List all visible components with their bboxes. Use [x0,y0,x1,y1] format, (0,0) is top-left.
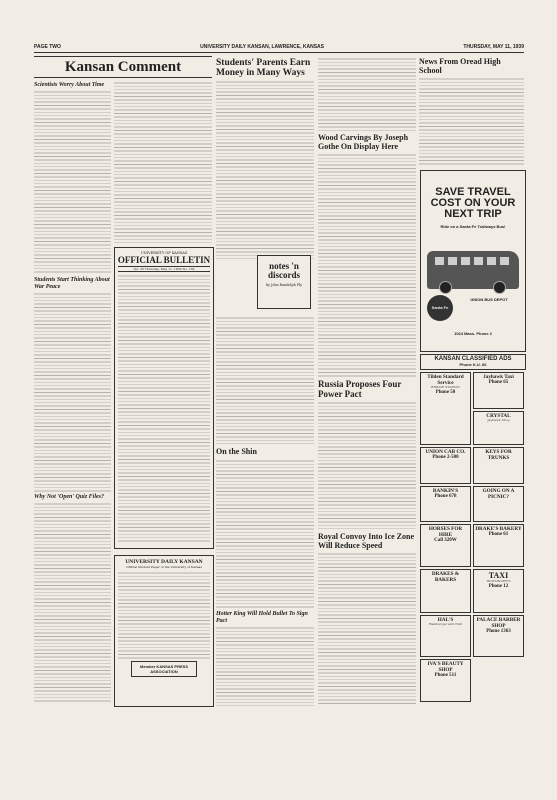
travel-ad-depot: UNION BUS DEPOT [470,297,508,302]
travel-ad-phone: 1024 Mass. Phone 2 [454,331,492,336]
russia-body [318,401,416,531]
royal-convoy-body [318,552,416,706]
ad-taxi: TAXI HUNSINGER'S Phone 12 [473,569,524,612]
hotter-headline: Hotter King Will Hold Bullet To Sign Pact [216,610,308,624]
ad-drakes-bakers: DRAKES & BAKERS [420,569,471,612]
directory-sub: Official Student Paper of the University of Kansas [126,565,202,569]
notes-byline: by John Randolph Fly [266,283,302,287]
shine-headline: On the Shin [216,447,257,456]
column-4 [318,56,416,706]
parents-body [216,80,314,260]
folio-right: THURSDAY, MAY 11, 1939 [463,44,524,50]
ad-union-cab: UNION CAB CO. Phone 2-500 [420,447,471,484]
ad-ivas: IVA'S BEAUTY SHOP Phone 511 [420,659,471,702]
bulletin-date: Vol. 35 Thursday, May 11, 1939 No. 138 [118,266,210,272]
column-3 [216,56,314,706]
folio-center: UNIVERSITY DAILY KANSAN, LAWRENCE, KANSAS [200,44,324,50]
russia-headline: Russia Proposes Four Power Pact [318,379,402,399]
ad-tilden: Tilden Standard Service BRIDGE STATION Phone 50 [420,372,471,445]
directory-body [118,571,210,659]
ad-crystal: CRYSTAL Jayhawk Shop [473,411,524,445]
editorial-body-3 [34,502,111,702]
folio-left: PAGE TWO [34,44,61,50]
royal-convoy-headline: Royal Convoy Into Ice Zone Will Reduce Speed [318,532,415,550]
travel-ad [420,170,526,352]
wood-carvings-headline: Wood Carvings By Joseph Gothe On Display Here [318,133,409,151]
classified-title: KANSAN CLASSIFIED ADS [434,356,512,362]
official-bulletin [114,247,214,549]
bulletin-body [118,274,210,544]
santa-fe-logo-icon: Santa Fe [427,295,453,321]
ad-jayhawk-taxi: Jayhawk Taxi Phone 65 [473,372,524,409]
editorial-headline-1: Scientists Worry About Time [34,82,105,88]
ad-drakes-bakery: DRAKE'S BAKERY Phone 61 [473,524,524,567]
classified-phone: Phone K.U. 66 [459,362,487,367]
editorial-headline-3: Why Not 'Open' Quiz Files? [34,494,105,500]
column-editorials [34,80,111,705]
classified-ads-grid [420,372,524,702]
column-5-top [419,56,524,166]
notes-title-2: discords [267,270,300,280]
editorial-body-1 [34,90,111,275]
ad-going-picnic: GOING ON A PICNIC? [473,486,524,523]
press-badge: Member KANSAS PRESS ASSOCIATION [131,661,197,677]
ad-hals: HAL'S Hamburger and Chili [420,615,471,658]
hotter-body [216,626,314,707]
classified-header [420,354,526,370]
article-body [114,81,212,245]
travel-ad-slogan: SAVE TRAVEL COST ON YOUR NEXT TRIP [430,186,516,220]
editorial-headline-2: Students Start Thinking About War Peace [34,277,110,290]
ad-keys: KEYS FOR TRUNKS [473,447,524,484]
wood-carvings-body [318,153,416,378]
oread-body [419,77,524,166]
bulletin-masthead: UNIVERSITY OF KANSAS [140,251,188,255]
ad-rankins: RANKIN'S Phone 678 [420,486,471,523]
notes-title-1: notes 'n [269,261,299,271]
ad-palace-barber: PALACE BARBER SHOP Phone 1363 [473,615,524,658]
column-3-body [216,316,314,446]
oread-headline: News From Oread High School [419,57,501,75]
travel-ad-sub: Ride on a Santa Fe Trailways Bus! [440,224,506,229]
notes-discords-box [257,255,311,309]
ad-horses: HORSES FOR HIRE Call 320W [420,524,471,567]
column-2-top [114,80,212,245]
staff-directory [114,555,214,707]
editorial-body-2 [34,292,111,492]
bus-icon [427,251,519,289]
column-4-top-body [318,57,416,132]
parents-headline: Students' Parents Earn Money in Many Ways [216,58,311,78]
kansan-comment-banner: Kansan Comment [34,56,212,78]
directory-title: UNIVERSITY DAILY KANSAN [125,559,203,565]
page-folio [34,44,524,53]
bulletin-title: OFFICIAL BULLETIN [117,255,211,265]
shine-body [216,459,314,609]
